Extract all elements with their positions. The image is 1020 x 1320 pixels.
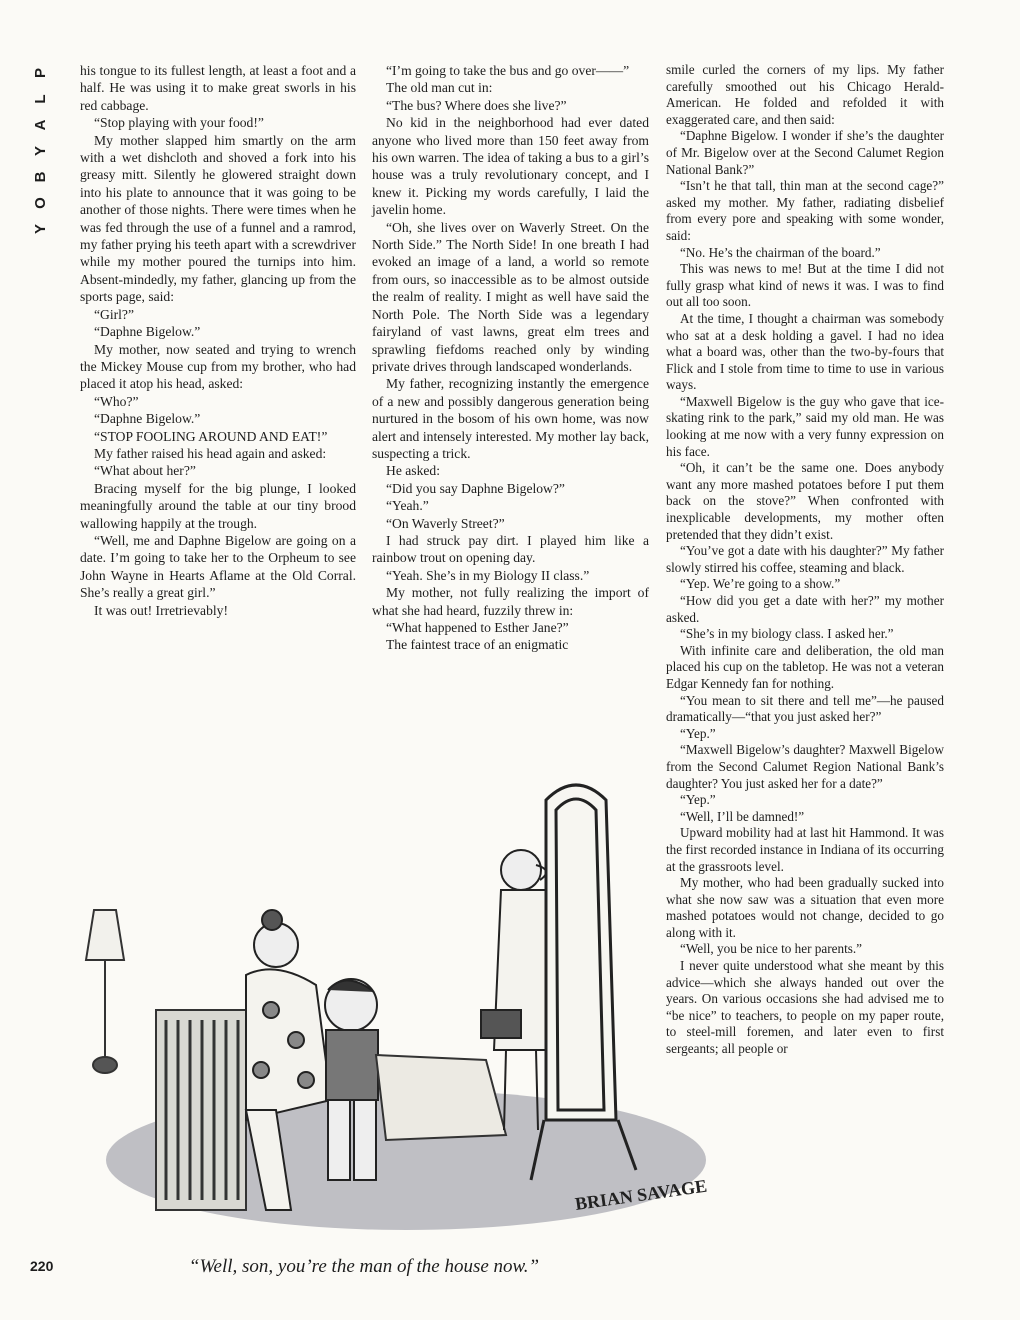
paragraph: This was news to me! But at the time I did not fully grasp what kind of news it was. I was to find out all too soon.	[666, 261, 944, 310]
paragraph: “How did you get a date with her?” my mother asked.	[666, 593, 944, 625]
paragraph: “Daphne Bigelow.”	[94, 324, 201, 340]
text-column-1	[80, 62, 356, 619]
sidebar-letter: L	[32, 94, 49, 104]
paragraph: “No. He’s the chairman of the board.”	[680, 244, 881, 260]
paragraph: “Yep.”	[680, 725, 716, 741]
paragraph: “Maxwell Bigelow is the guy who gave that ice-skating rink to the park,” said my old man. He was looking at me now with a very funny expression on his face.	[666, 393, 944, 459]
paragraph: “You mean to sit there and tell me”—he paused dramatically—“that you just asked her?”	[666, 692, 944, 725]
sidebar-letter: P	[32, 68, 49, 79]
artist-signature: BRIAN SAVAGE	[573, 1175, 709, 1214]
paragraph: It was out! Irretrievably!	[94, 602, 228, 618]
paragraph: “The bus? Where does she live?”	[386, 97, 567, 113]
table	[376, 1055, 506, 1140]
paragraph: At the time, I thought a chairman was somebody who sat at a desk holding a gavel. I had no idea what a board was, other than the two-by-fours that Flick and I stole from time to time to use in various ways.	[666, 310, 944, 393]
armchair	[156, 1010, 246, 1210]
purse-icon	[481, 1010, 521, 1038]
paragraph: The faintest trace of an enigmatic	[386, 637, 569, 653]
paragraph: his tongue to its fullest length, at least a foot and a half. He was using it to make great sworls in his red cabbage.	[80, 63, 356, 113]
paragraph: My father, recognizing instantly the emergence of a new and possibly dangerous generation being nurtured in the bosom of his own home, was now alert and intensely interested. My mother lay back, suspecting a trick.	[372, 376, 649, 461]
paragraph: With infinite care and deliberation, the old man placed his cup on the tabletop. He was not a veteran Edgar Kennedy fan for nothing.	[666, 642, 944, 691]
paragraph: “I’m going to take the bus and go over——”	[386, 63, 630, 78]
paragraph: “Well, me and Daphne Bigelow are going on a date. I’m going to take her to the Orpheum to see John Wayne in Hearts Aflame at the Old Corral. She’s really a great girl.”	[80, 532, 356, 601]
paragraph: I had struck pay dirt. I played him like a rainbow trout on opening day.	[372, 532, 649, 566]
paragraph: “Did you say Daphne Bigelow?”	[386, 480, 565, 496]
paragraph: The old man cut in:	[386, 80, 493, 96]
text-column-2	[372, 62, 649, 654]
paragraph: “Yep. We’re going to a show.”	[680, 576, 841, 592]
paragraph: “Girl?”	[94, 306, 134, 322]
paragraph: “Daphne Bigelow. I wonder if she’s the daughter of Mr. Bigelow over at the Second Calumet Region National Bank?”	[666, 128, 944, 177]
sidebar-letter: B	[32, 171, 49, 183]
paragraph: “Stop playing with your food!”	[94, 115, 264, 131]
paragraph: “She’s in my biology class. I asked her.”	[680, 626, 894, 642]
paragraph: I never quite understood what she meant by this advice—which she always handed out over the years. On various occasions she had advised me to “be nice” to teachers, to people on my paper route, to steel-mill foremen, and later even to first sergeants; all people or	[666, 958, 944, 1057]
paragraph: My father raised his head again and asked:	[94, 445, 327, 461]
paragraph: “Daphne Bigelow.”	[94, 411, 201, 427]
paragraph: Upward mobility had at last hit Hammond. It was the first recorded instance in Indiana of its occurring at the grassroots level.	[666, 825, 944, 874]
paragraph: “Yeah. She’s in my Biology II class.”	[386, 567, 590, 583]
paragraph: My mother, now seated and trying to wrench the Mickey Mouse cup from my brother, who had placed it atop his head, asked:	[80, 341, 356, 392]
paragraph: “Isn’t he that tall, thin man at the second cage?” asked my mother. My father, radiating disbelief from every pore and speaking with some wonder, said:	[666, 178, 944, 243]
paragraph: “Yeah.”	[386, 498, 429, 514]
paragraph: “Oh, she lives over on Waverly Street. On the North Side.” The North Side! In one breath I had evoked an image of a land, a world so remote from ours, so inaccessible as to be almost outside the realm of reality. I might as well have said the North Pole. The North Side was a legendary fairyland of vast lawns, great elm trees and sprawling fiefdoms reached only by winding private drives through landscaped wonderlands.	[372, 219, 649, 374]
paragraph: He asked:	[386, 463, 440, 479]
paragraph: “Oh, it can’t be the same one. Does anybody want any more mashed potatoes before I put them back on the stove?” When confronted with inexplicable developments, my mother often pretended that they didn’t exist.	[666, 460, 944, 542]
paragraph: smile curled the corners of my lips. My father carefully smoothed out his Chicago Herald-American. He folded and refolded it with exaggerated care, and then said:	[666, 62, 944, 127]
magazine-sidebar-label	[28, 60, 54, 242]
paragraph: “What happened to Esther Jane?”	[386, 620, 569, 635]
page-number: 220	[30, 1258, 54, 1274]
paragraph: “On Waverly Street?”	[386, 515, 505, 531]
paragraph: “What about her?”	[94, 463, 196, 479]
paragraph: My mother slapped him smartly on the arm with a wet dishcloth and shoved a fork into his greasy mitt. Silently he glowered straight down into his plate to announce that it was going to be another of those nights. There were times when he was fed through the use of a funnel and a ramrod, my father prying his teeth apart with a screwdriver while my mother poured the turnips into him. Absent-mindedly, my father, glancing up from the sports page, said:	[80, 132, 356, 305]
paragraph: “STOP FOOLING AROUND AND EAT!”	[94, 428, 328, 444]
paragraph: “You’ve got a date with his daughter?” My father slowly stirred his coffee, steaming and black.	[666, 543, 944, 575]
sidebar-letter: Y	[32, 224, 49, 235]
paragraph: “Well, I’ll be damned!”	[680, 808, 805, 824]
paragraph: “Who?”	[94, 393, 139, 409]
paragraph: “Well, you be nice to her parents.”	[680, 941, 863, 957]
paragraph: Bracing myself for the big plunge, I looked meaningfully around the table at our tiny brood wallowing happily at the trough.	[80, 480, 356, 531]
paragraph: No kid in the neighborhood had ever dated anyone who lived more than 150 feet away from his own warren. The idea of taking a bus to a girl’s house was a truly revolutionary concept, and I knew it. Picking my words carefully, I laid the javelin home.	[372, 115, 649, 218]
paragraph: My mother, not fully realizing the import of what she had heard, fuzzily threw in:	[372, 585, 649, 618]
lamp-icon	[86, 910, 124, 1073]
paragraph: “Maxwell Bigelow’s daughter? Maxwell Bigelow from the Second Calumet Region National Bank’s daughter? You just asked her for a date?”	[666, 742, 944, 791]
text-column-3	[666, 62, 944, 1058]
cartoon-caption: “Well, son, you’re the man of the house now.”	[188, 1256, 540, 1277]
sidebar-letter: O	[32, 197, 49, 209]
sidebar-letter: Y	[32, 146, 49, 157]
paragraph: “Yep.”	[680, 792, 716, 808]
paragraph: My mother, who had been gradually sucked into what she now saw was a situation that even more mashed potatoes would not change, decided to go along with it.	[666, 875, 944, 940]
sidebar-letter: A	[32, 119, 49, 131]
